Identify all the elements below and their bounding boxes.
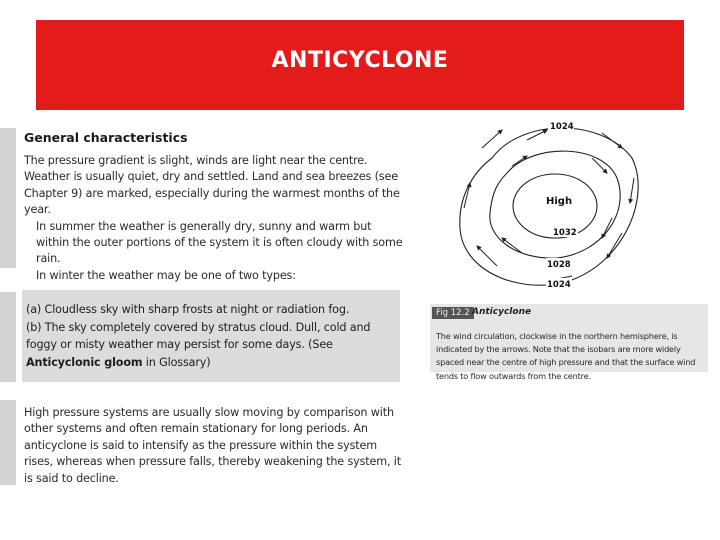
paragraph: The pressure gradient is slight, winds are light near the centre. Weather is usually quiet, dry and settled. Land and sea breezes (see Chapter 9) are marked, especially during the warmest months of the year. <box>24 154 400 217</box>
wind-arrow <box>602 133 622 148</box>
wind-arrow <box>512 156 527 166</box>
section-heading: General characteristics <box>24 130 188 145</box>
scan-margin-shadow <box>0 128 16 268</box>
slide-title: ANTICYCLONE <box>271 47 449 73</box>
isobar-label: 1024 <box>547 280 571 290</box>
isobar-label: 1032 <box>553 228 577 238</box>
list-item <box>26 319 396 372</box>
wind-arrow <box>502 238 522 253</box>
isobar-label: 1024 <box>550 122 574 132</box>
anticyclone-diagram <box>452 118 642 298</box>
wind-arrow <box>592 158 607 173</box>
scan-margin-shadow <box>0 400 16 485</box>
text-block-movement <box>24 405 404 487</box>
paragraph: In winter the weather may be one of two types: <box>36 268 296 282</box>
isobar-label: 1028 <box>547 260 571 270</box>
wind-arrow <box>477 246 497 266</box>
list-item-text: (b) The sky completely covered by stratus cloud. Dull, cold and foggy or misty weather may persist for some days. (See <box>26 320 371 351</box>
figure-number: Fig 12.2 <box>432 307 474 319</box>
wind-arrow <box>482 130 502 148</box>
title-bar <box>36 20 684 110</box>
list-item: (a) Cloudless sky with sharp frosts at night or radiation fog. <box>26 303 350 316</box>
scan-margin-shadow <box>0 292 16 382</box>
figure-caption: The wind circulation, clockwise in the northern hemisphere, is indicated by the arrows. Note that the isobars are more widely spaced near the centre of high pressure and that the surface wind tends to flow outwards from the centre. <box>436 331 696 381</box>
text-block-general <box>24 153 404 284</box>
wind-arrow <box>602 218 612 238</box>
figure-title: Anticyclone <box>472 307 532 317</box>
wind-arrow <box>630 178 634 203</box>
text-block-winter-types <box>26 301 396 371</box>
list-item-text: in Glossary) <box>142 355 211 369</box>
glossary-term: Anticyclonic gloom <box>26 355 143 369</box>
center-label: High <box>546 196 573 207</box>
wind-arrow <box>607 233 622 258</box>
paragraph: In summer the weather is generally dry, sunny and warm but within the outer portions of the system it is often cloudy with some rain. <box>36 219 403 266</box>
paragraph: High pressure systems are usually slow moving by comparison with other systems and often remain stationary for long periods. An anticyclone is said to intensify as the pressure within the system rises, whereas when pressure falls, thereby weakening the system, it is said to decline. <box>24 406 402 485</box>
wind-arrow <box>527 130 547 140</box>
